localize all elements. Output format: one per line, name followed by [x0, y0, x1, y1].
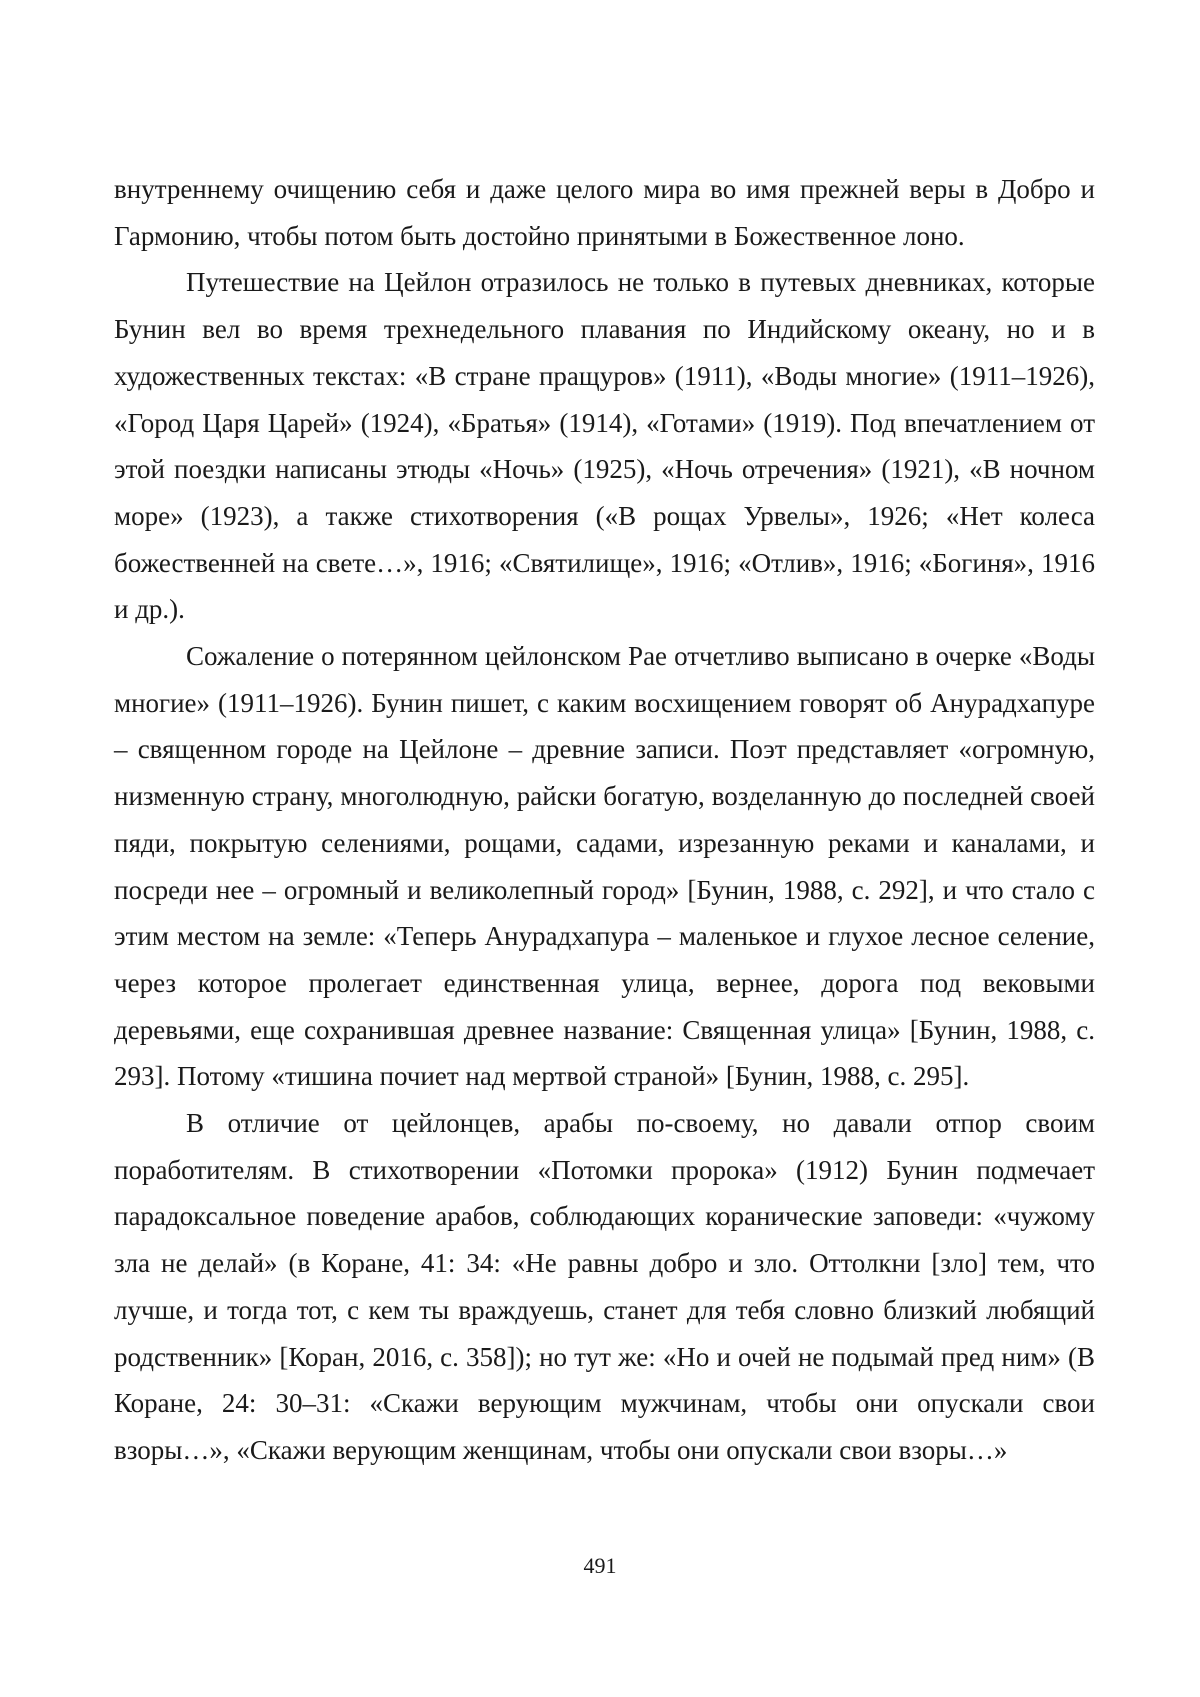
body-text — [114, 166, 1095, 1474]
paragraph-ceylon-journey: Путешествие на Цейлон отразилось не только в путевых дневниках, которые Бунин вел во время трехнедельного плавания по Индийскому океану, но и в художественных текстах: «В стране пращуров» (1911), «Воды многие» (1911–1926), «Город Царя Царей» (1924), «Братья» (1914), «Готами» (1919). Под впечатлением от этой поездки написаны этюды «Ночь» (1925), «Ночь отречения» (1921), «В ночном море» (1923), а также стихотворения («В рощах Урвелы», 1926; «Нет колеса божественней на свете…», 1916; «Святилище», 1916; «Отлив», 1916; «Богиня», 1916 и др.). — [114, 267, 1095, 625]
paragraph-arabs: В отличие от цейлонцев, арабы по-своему, но давали отпор своим поработителям. В стихотворении «Потомки пророка» (1912) Бунин подмечает парадоксальное поведение арабов, соблюдающих коранические заповеди: «чужому зла не делай» (в Коране, 41: 34: «Не равны добро и зло. Оттолкни [зло] тем, что лучше, и тогда тот, с кем ты враждуешь, станет для тебя словно близкий любящий родственник» [Коран, 2016, с. 358]); но тут же: «Но и очей не подымай пред ним» (В Коране, 24: 30–31: «Скажи верующим мужчинам, чтобы они опускали свои взоры…», «Скажи верующим женщинам, чтобы они опускали свои взоры…» — [114, 1108, 1095, 1465]
paragraph-continuation: внутреннему очищению себя и даже целого мира во имя прежней веры в Добро и Гармонию, чтобы потом быть достойно принятыми в Божественное лоно. — [114, 174, 1095, 251]
paragraph-lost-paradise: Сожаление о потерянном цейлонском Рае отчетливо выписано в очерке «Воды многие» (1911–1926). Бунин пишет, с каким восхищением говорят об Анурадхапуре – священном городе на Цейлоне – древние записи. Поэт представляет «огромную, низменную страну, многолюдную, райски богатую, возделанную до последней своей пяди, покрытую селениями, рощами, садами, изрезанную реками и каналами, и посреди нее – огромный и великолепный город» [Бунин, 1988, с. 292], и что стало с этим местом на земле: «Теперь Анурадхапура – маленькое и глухое лесное селение, через которое пролегает единственная улица, вернее, дорога под вековыми деревьями, еще сохранившая древнее название: Священная улица» [Бунин, 1988, с. 293]. Потому «тишина почиет над мертвой страной» [Бунин, 1988, с. 295]. — [114, 641, 1095, 1092]
page-number: 491 — [583, 1553, 617, 1578]
